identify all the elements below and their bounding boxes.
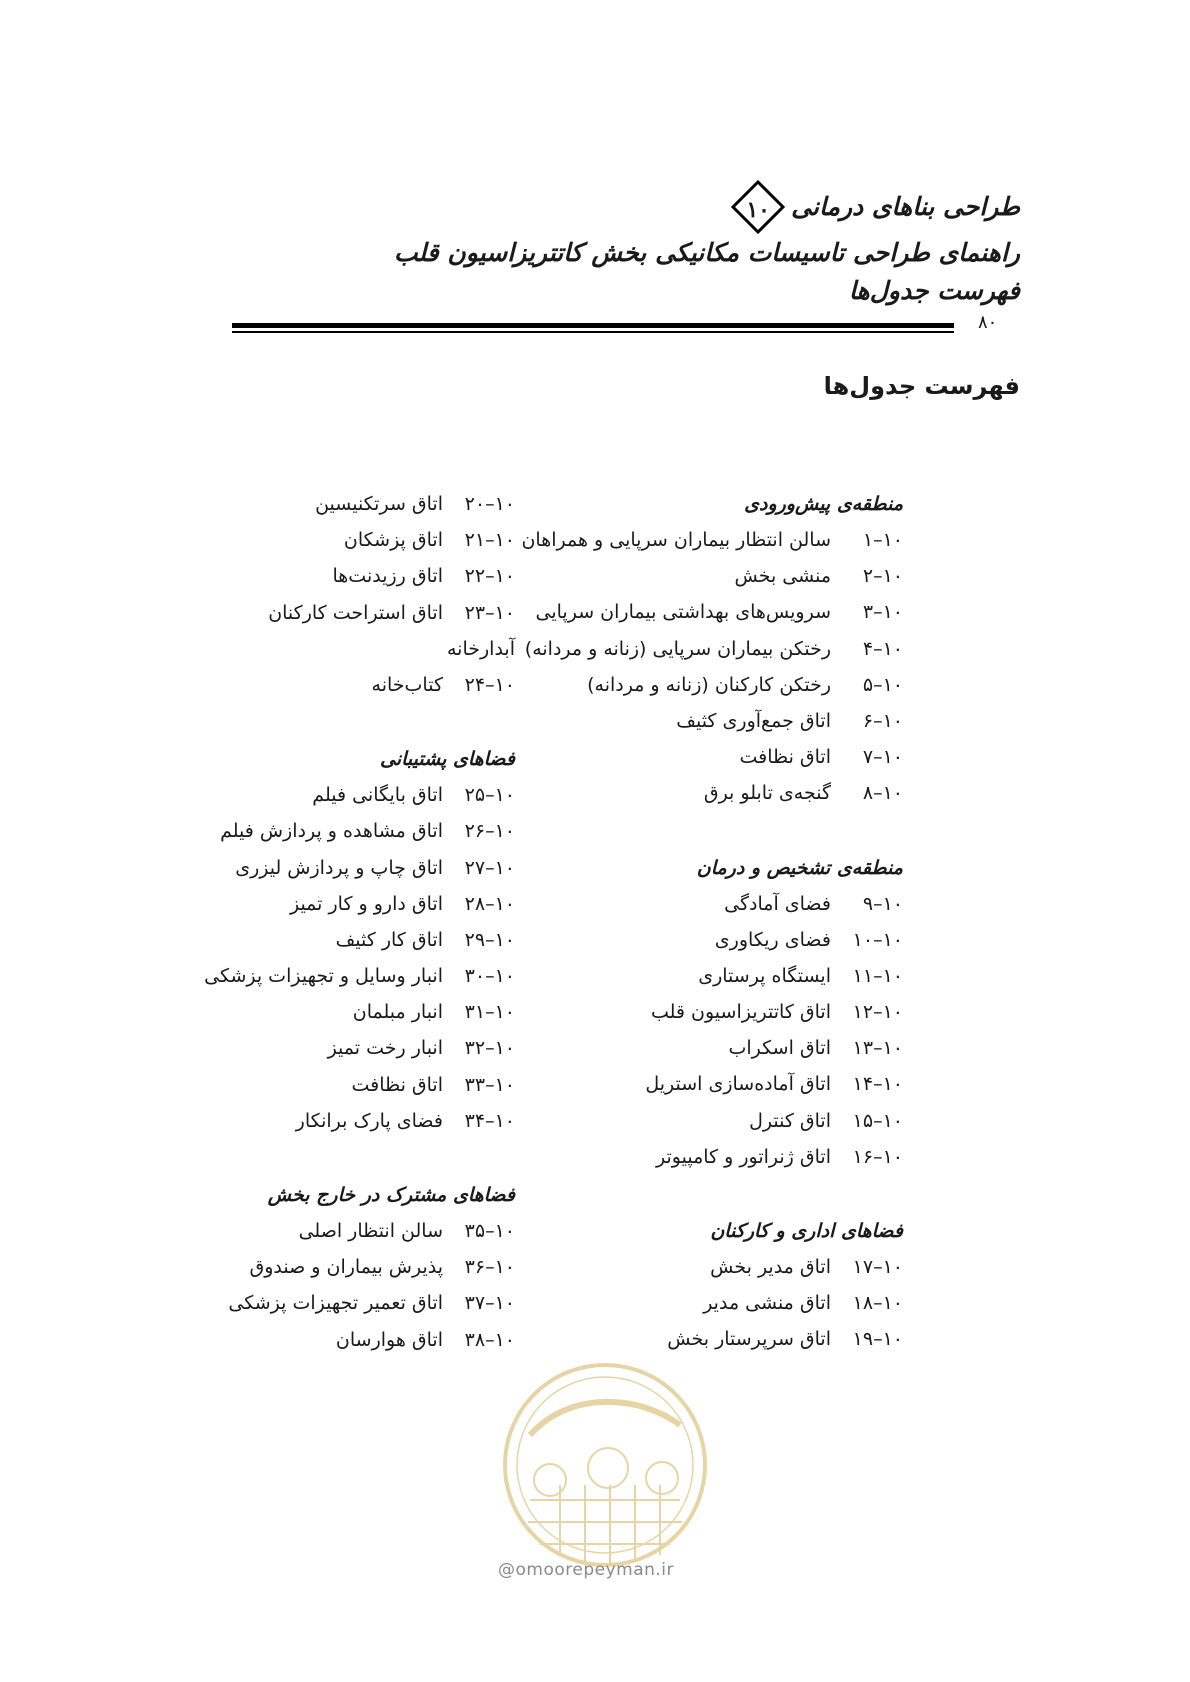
toc-item: [15, 522, 515, 558]
toc-item: [463, 1066, 903, 1102]
toc-item-label: اتاق نظافت: [739, 746, 831, 769]
toc-item: [15, 631, 515, 667]
toc-item-label: فضای پارک برانکار: [295, 1109, 443, 1132]
toc-item-label: رختکن بیماران سرپایی (زنانه و مردانه): [524, 637, 831, 660]
toc-item-number: ۱۰–۳۴: [464, 1109, 515, 1132]
toc-item: [463, 886, 903, 922]
toc-item-label: اتاق کاتتریزاسیون قلب: [650, 1001, 831, 1024]
toc-item: [463, 1030, 903, 1066]
toc-item: [463, 958, 903, 994]
toc-item: [15, 777, 515, 813]
page-number: ۸۰: [978, 312, 998, 333]
toc-item-label: آبدارخانه: [446, 637, 515, 660]
toc-item: [15, 850, 515, 886]
toc-item-number: ۱۰–۱۹: [852, 1328, 903, 1351]
toc-item-label: اتاق دارو و کار تمیز: [289, 892, 443, 915]
toc-column-left: [15, 486, 515, 1396]
toc-item-number: ۱۰–۳: [862, 601, 903, 624]
toc-group-title: فضاهای اداری و کارکنان: [710, 1220, 903, 1242]
toc-item-number: ۱۰–۲۵: [464, 784, 515, 807]
toc-group: [463, 1213, 903, 1358]
toc-item: [463, 1103, 903, 1139]
toc-item: [463, 667, 903, 703]
toc-item-label: انبار رخت تمیز: [327, 1037, 443, 1060]
toc-item-number: ۱۰–۲۳: [464, 601, 515, 624]
toc-item: [15, 886, 515, 922]
toc-item: [463, 594, 903, 630]
toc-item: [15, 1103, 515, 1139]
toc-group-title: فضاهای پشتیبانی: [380, 748, 515, 771]
toc-column-right: [463, 486, 903, 1396]
toc-item-number: ۱۰–۹: [862, 892, 903, 915]
toc-item-number: ۱۰–۲۱: [464, 529, 515, 552]
toc-item-number: ۱۰–۳۷: [464, 1292, 515, 1315]
toc-item: [463, 922, 903, 958]
header-line-1: [220, 180, 1020, 234]
toc-group: [15, 486, 515, 703]
toc-item: [463, 558, 903, 594]
toc-group: [15, 741, 515, 1139]
toc-item-label: اتاق اسکراب: [728, 1037, 831, 1060]
chapter-number: ۱۰: [746, 197, 770, 223]
toc-item: [15, 994, 515, 1030]
toc-item-label: اتاق مدیر بخش: [710, 1256, 831, 1278]
toc-item-number: ۱۰–۲: [862, 565, 903, 588]
toc-item-number: ۱۰–۱۵: [852, 1109, 903, 1132]
toc-item-number: ۱۰–۱۳: [852, 1037, 903, 1060]
toc-item-label: فضای آمادگی: [724, 892, 831, 915]
toc-item-label: اتاق جمع‌آوری کثیف: [676, 709, 831, 732]
toc-group-title: فضاهای مشترک در خارج بخش: [267, 1184, 515, 1206]
toc-item-label: اتاق رزیدنت‌ها: [332, 565, 443, 588]
toc-item: [463, 1285, 903, 1321]
toc-item-number: ۱۰–۴: [862, 637, 903, 660]
toc-item-number: ۱۰–۱: [862, 529, 903, 551]
toc-item: [15, 1322, 515, 1358]
toc-item: [463, 1249, 903, 1285]
toc-item-number: ۱۰–۳۲: [464, 1037, 515, 1060]
toc-group: [463, 850, 903, 1176]
toc-item: [463, 994, 903, 1030]
toc-item-number: ۱۰–۸: [862, 782, 903, 805]
toc-group-title: منطقه‌ی تشخیص و درمان: [696, 856, 903, 879]
page-header: [220, 180, 1020, 310]
toc-item-label: اتاق هوارسان: [335, 1328, 443, 1351]
toc-item-number: ۱۰–۱۶: [852, 1145, 903, 1168]
toc-item-label: اتاق آماده‌سازی استریل: [645, 1073, 831, 1096]
toc-item-label: منشی بخش: [734, 565, 831, 588]
toc-item-label: اتاق ژنراتور و کامپیوتر: [656, 1145, 831, 1168]
toc-item-number: ۱۰–۲۰: [464, 493, 515, 515]
rule-thick: [232, 323, 954, 328]
toc-item-label: فضای ریکاوری: [714, 928, 831, 951]
toc-item: [15, 1067, 515, 1103]
header-line-3: فهرست جدول‌ها: [848, 276, 1020, 305]
toc-item: [15, 486, 515, 522]
toc-item-number: ۱۰–۷: [862, 746, 903, 769]
toc-item-label: اتاق نظافت: [351, 1073, 443, 1096]
toc-item-label: سرویس‌های بهداشتی بیماران سرپایی: [535, 601, 831, 624]
section-title: فهرست جدول‌ها: [823, 372, 1020, 400]
toc-item-label: سالن انتظار اصلی: [298, 1220, 443, 1242]
toc-item-label: اتاق پزشکان: [343, 529, 443, 552]
book-series-title: طراحی بناهای درمانی: [791, 192, 1020, 221]
toc-group-title: منطقه‌ی پیش‌ورودی: [744, 493, 903, 515]
toc-item-number: ۱۰–۳۶: [464, 1256, 515, 1279]
watermark-url: @omoorepeyman.ir: [498, 1560, 675, 1580]
toc-item: [15, 1030, 515, 1066]
toc-item-label: اتاق کنترل: [749, 1109, 831, 1132]
header-rule: [232, 323, 954, 333]
toc-item-label: اتاق سرتکنیسین: [315, 493, 443, 515]
toc-item-number: ۱۰–۱۷: [852, 1256, 903, 1278]
toc-item-number: ۱۰–۳۳: [464, 1073, 515, 1096]
toc-item: [463, 775, 903, 811]
toc-item-number: ۱۰–۵: [862, 673, 903, 696]
toc-item-number: ۱۰–۲۲: [464, 565, 515, 588]
toc-item-label: اتاق مشاهده و پردازش فیلم: [220, 820, 443, 843]
toc-item-label: اتاق استراحت کارکنان: [268, 601, 443, 624]
toc-item-label: اتاق چاپ و پردازش لیزری: [235, 856, 443, 879]
toc-item-label: سالن انتظار بیماران سرپایی و همراهان: [521, 529, 831, 551]
toc-item: [15, 595, 515, 631]
toc-item-label: اتاق تعمیر تجهیزات پزشکی: [228, 1292, 443, 1315]
chapter-badge: [731, 180, 785, 234]
header-line-2: راهنمای طراحی تاسیسات مکانیکی بخش کاتتریزاسیون قلب: [393, 238, 1020, 267]
toc-item-number: ۱۰–۳۸: [464, 1328, 515, 1351]
toc-item-number: ۱۰–۱۱: [852, 964, 903, 987]
toc-item: [15, 667, 515, 703]
toc-item: [463, 739, 903, 775]
toc-item-label: پذیرش بیماران و صندوق: [249, 1256, 443, 1279]
toc-item-number: ۱۰–۲۴: [464, 673, 515, 696]
toc-item: [463, 631, 903, 667]
toc-item: [15, 1249, 515, 1285]
toc-item-number: ۱۰–۲۹: [464, 928, 515, 951]
rule-thin: [232, 331, 954, 333]
toc-item-label: اتاق سرپرستار بخش: [667, 1328, 831, 1351]
toc-item-number: ۱۰–۶: [862, 709, 903, 732]
toc-item: [15, 813, 515, 849]
toc-group: [15, 1177, 515, 1358]
toc-item-number: ۱۰–۳۱: [464, 1001, 515, 1024]
toc-item-label: انبار وسایل و تجهیزات پزشکی: [204, 965, 443, 988]
toc-item-label: گنجه‌ی تابلو برق: [703, 782, 831, 805]
toc-item-number: ۱۰–۱۲: [852, 1001, 903, 1024]
toc-item-number: ۱۰–۳۰: [464, 965, 515, 988]
toc-item-number: ۱۰–۳۵: [464, 1220, 515, 1242]
toc-item: [15, 558, 515, 594]
toc-item-label: اتاق کار کثیف: [335, 928, 443, 951]
toc-item-number: ۱۰–۱۴: [852, 1073, 903, 1096]
toc-item: [15, 922, 515, 958]
toc-item-number: ۱۰–۱۰: [852, 928, 903, 951]
toc-item: [15, 958, 515, 994]
toc-item-label: ایستگاه پرستاری: [698, 964, 831, 987]
toc-item-number: ۱۰–۲۷: [464, 856, 515, 879]
toc-item-number: ۱۰–۲۶: [464, 820, 515, 843]
toc-item-label: اتاق بایگانی فیلم: [312, 784, 443, 807]
toc-item-number: ۱۰–۲۸: [464, 892, 515, 915]
toc-item-number: ۱۰–۱۸: [852, 1292, 903, 1315]
toc-item: [15, 1285, 515, 1321]
toc-item: [463, 1139, 903, 1175]
toc-item-label: کتاب‌خانه: [371, 673, 443, 696]
toc-item: [463, 522, 903, 558]
toc-item-label: رختکن کارکنان (زنانه و مردانه): [587, 673, 831, 696]
toc-item-label: انبار مبلمان: [352, 1001, 443, 1024]
toc-item-label: اتاق منشی مدیر: [703, 1292, 831, 1315]
toc-item: [15, 1213, 515, 1249]
toc-group: [463, 486, 903, 812]
toc-item: [463, 703, 903, 739]
